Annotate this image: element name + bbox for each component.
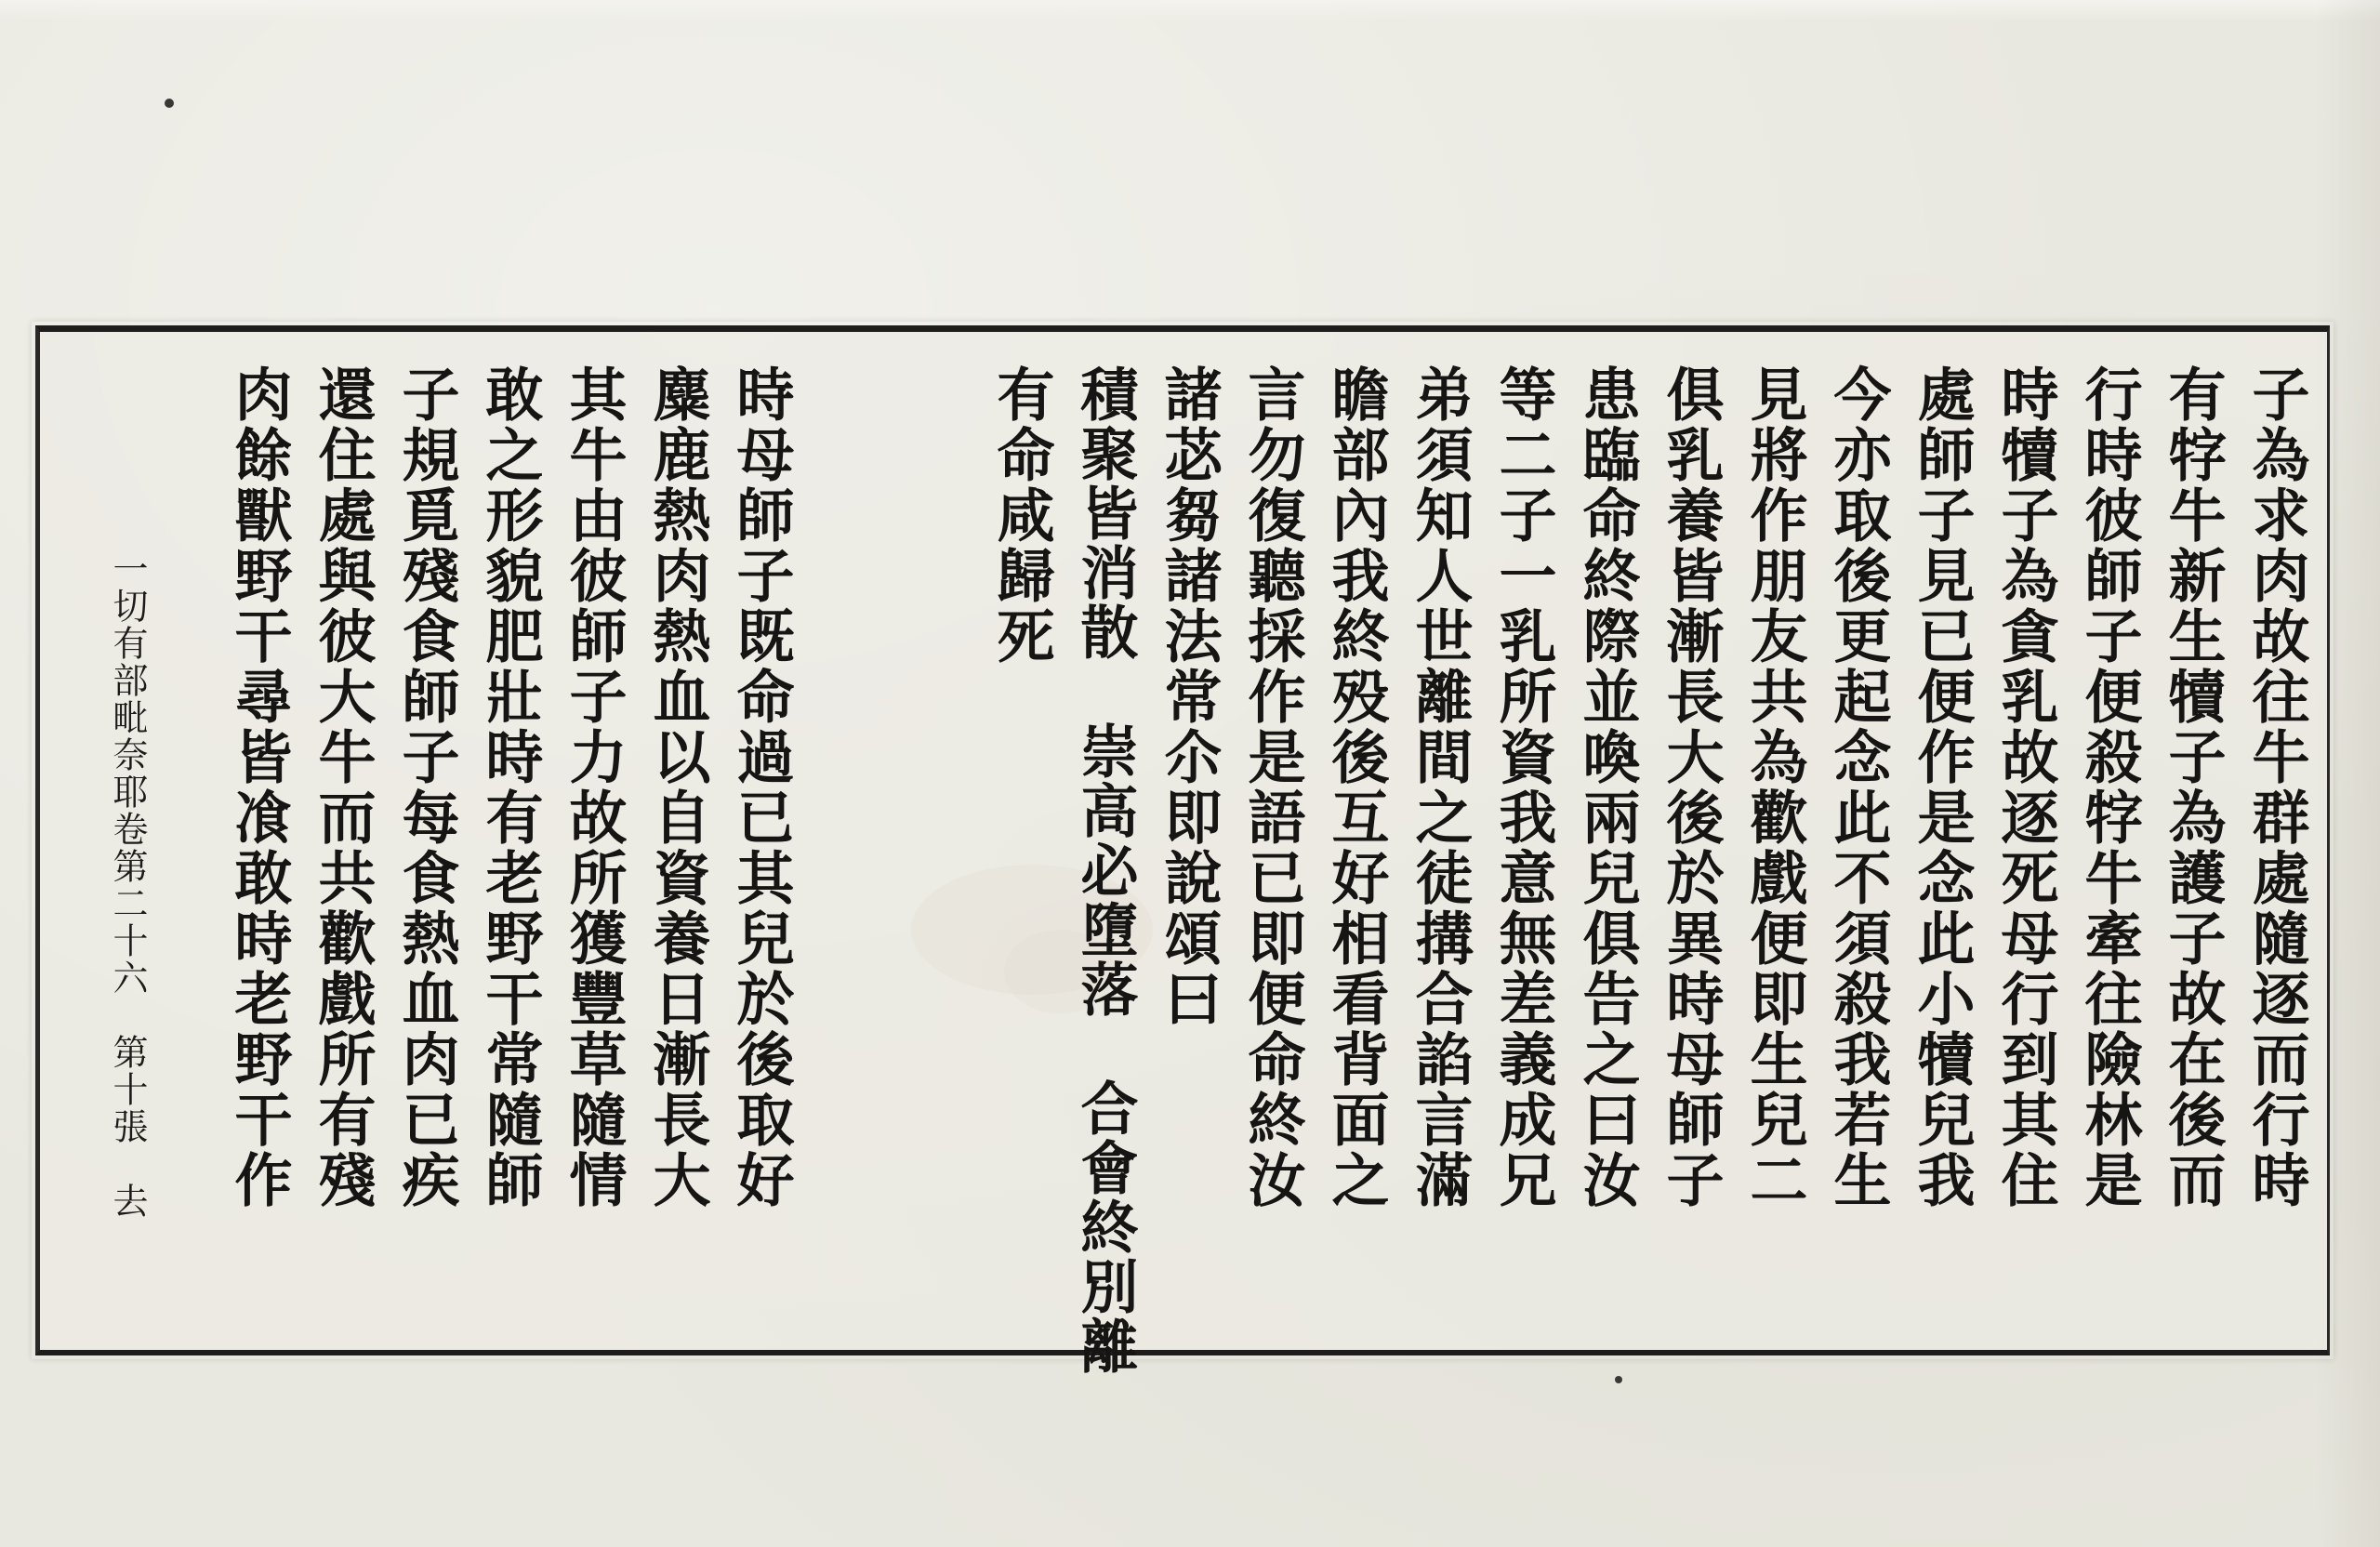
text-column: 麋鹿熱肉熱血以自資養日漸長大 xyxy=(643,364,711,1210)
text-column: 還住處與彼大牛而共歡戲所有殘 xyxy=(309,364,377,1210)
text-column: 言勿復聽採作是語已即便命終汝 xyxy=(1238,364,1306,1210)
text-column: 時母師子既命過已其兒於後取好 xyxy=(727,364,795,1210)
ink-speck xyxy=(1615,1376,1622,1383)
text-column: 行時彼師子便殺牸牛牽往險林是 xyxy=(2075,364,2143,1210)
text-column: 敢之形貌肥壯時有老野干常隨師 xyxy=(476,364,544,1210)
text-column: 瞻部內我終殁後互好相看背面之 xyxy=(1322,364,1390,1210)
verse-column: 積聚皆消散 崇高必墮落 合會終別離 xyxy=(1071,364,1139,1376)
paper-top-edge xyxy=(0,0,2380,20)
text-column: 諸苾芻諸法常尒即說頌曰 xyxy=(1155,364,1223,1029)
colophon-title: 一切有部毗奈耶卷第二十六 xyxy=(107,550,148,997)
text-column: 有牸牛新生犢子為護子故在後而 xyxy=(2159,364,2227,1210)
text-column: 子規覓殘食師子每食熱血肉已疾 xyxy=(392,364,460,1210)
text-column: 弟須知人世離間之徒搆合諂言滿 xyxy=(1406,364,1474,1210)
text-column: 處師子見已便作是念此小犢兒我 xyxy=(1908,364,1976,1210)
colophon-sheet-number: 第十張 xyxy=(107,1034,148,1145)
text-column: 時犢子為貪乳故逐死母行到其住 xyxy=(1991,364,2059,1210)
text-column: 今亦取後更起念此不須殺我若生 xyxy=(1824,364,1892,1210)
text-column: 見將作朋友共為歡戲便即生兒二 xyxy=(1740,364,1808,1210)
text-column: 等二子一乳所資我意無差義成兄 xyxy=(1489,364,1557,1210)
verse-column: 有命咸歸死 xyxy=(987,364,1055,667)
text-column: 患臨命終際並喚兩兒俱告之曰汝 xyxy=(1573,364,1641,1210)
colophon-mark: 去 xyxy=(107,1183,148,1220)
text-column: 肉餘獸野干尋皆飡敢時老野干作 xyxy=(225,364,293,1210)
colophon xyxy=(107,550,148,1220)
text-column: 其牛由彼師子力故所獲豐草隨情 xyxy=(560,364,628,1210)
ink-speck xyxy=(165,99,174,108)
text-column: 子為求肉故往牛群處隨逐而行時 xyxy=(2242,364,2310,1210)
text-column: 俱乳養皆漸長大後於異時母師子 xyxy=(1657,364,1725,1210)
